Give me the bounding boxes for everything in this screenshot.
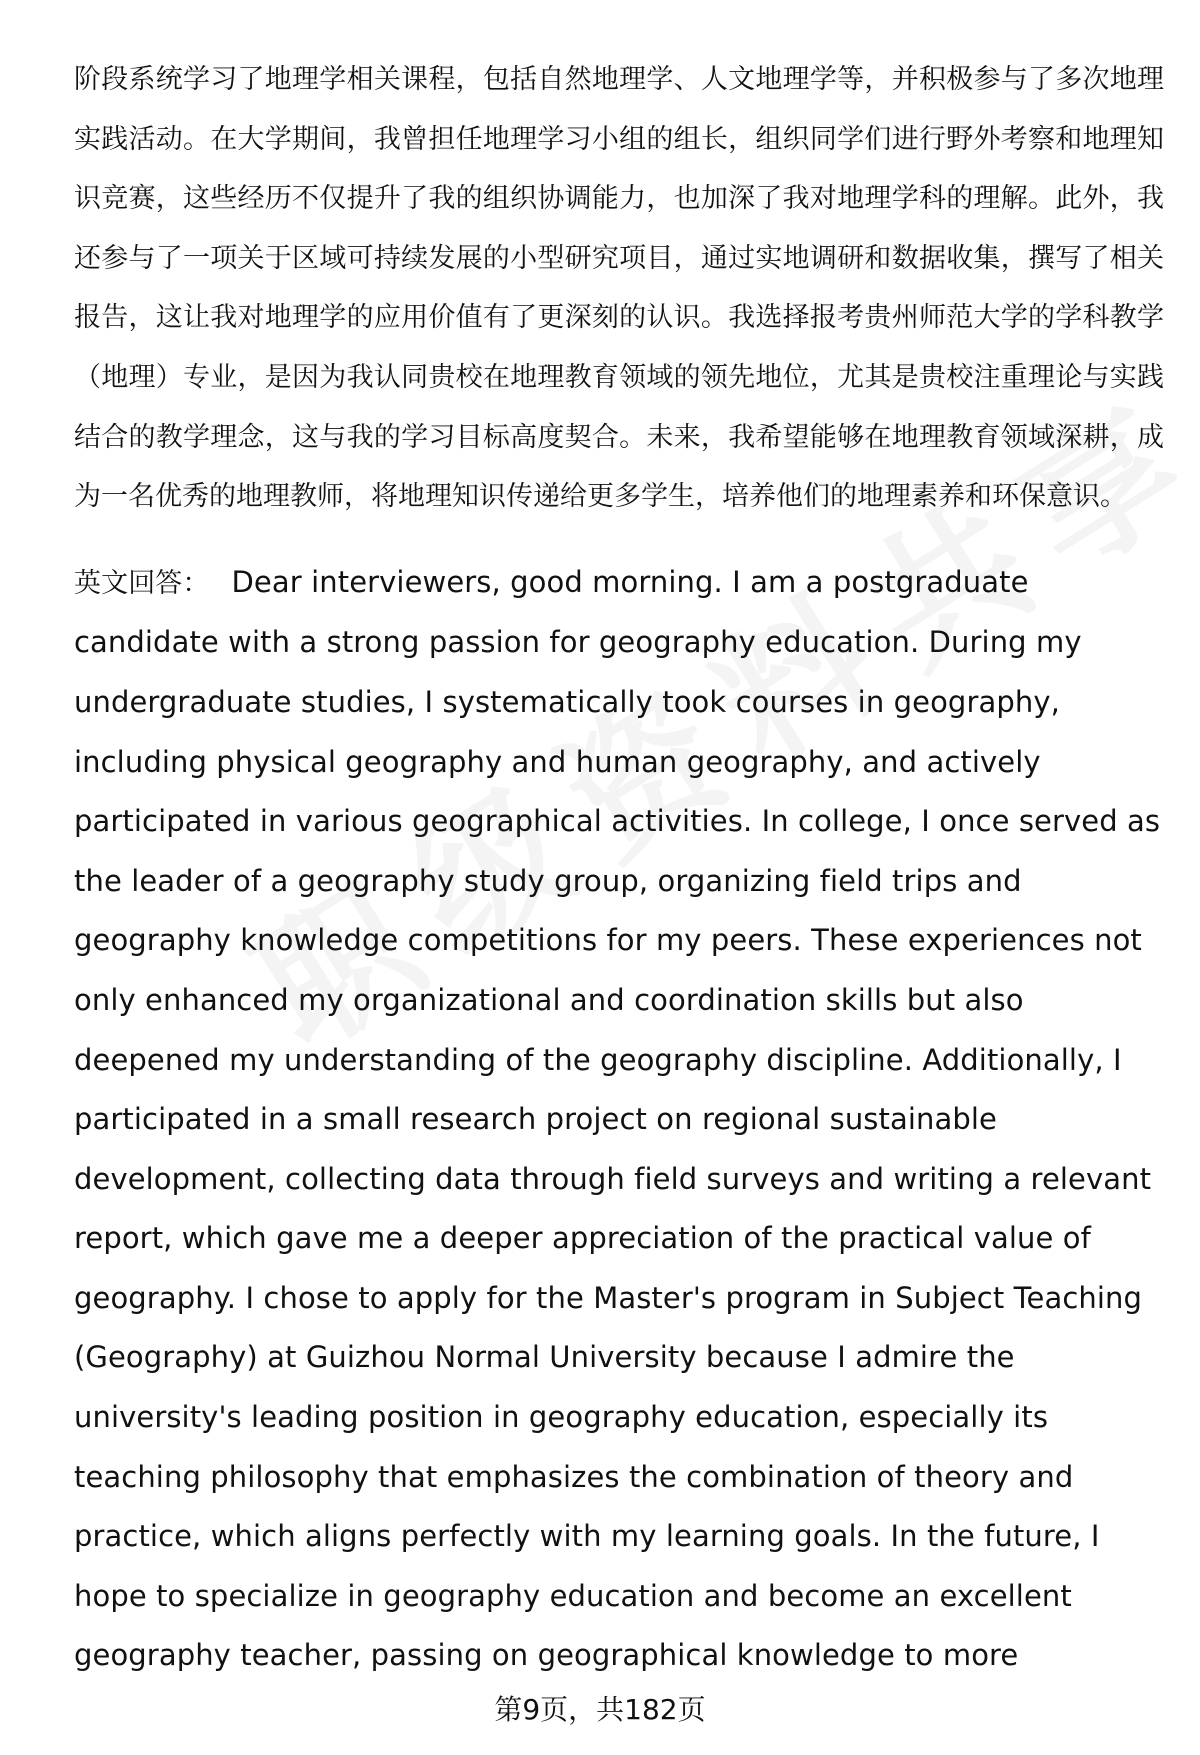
- english-answer-text: Dear interviewers, good morning. I am a postgraduate candidate with a strong passion for geography education. During my undergraduate studies, I systematically took courses in geography, including physical geography and human geography, and actively participated in various geographical activities. In college, I once served as the leader of a geography study group, organizing field trips and geography knowledge competitions for my peers. These experiences not only enhanced my organizational and coordination skills but also deepened my understanding of the geography discipline. Additionally, I participated in a small research project on regional sustainable development, collecting data through field surveys and writing a relevant report, which gave me a deeper appreciation of the practical value of geography. I chose to apply for the Master's program in Subject Teaching (Geography) at Guizhou Normal University because I admire the university's leading position in geography education, especially its teaching philosophy that emphasizes the combination of theory and practice, which aligns perfectly with my learning goals. In the future, I hope to specialize in geography education and become an excellent geography teacher, passing on geographical knowledge to more: [74, 564, 1161, 1673]
- document-body: [74, 50, 1164, 1686]
- english-answer-paragraph: [74, 553, 1164, 1686]
- chinese-answer-paragraph: 阶段系统学习了地理学相关课程，包括自然地理学、人文地理学等，并积极参与了多次地理实践活动。在大学期间，我曾担任地理学习小组的组长，组织同学们进行野外考察和地理知识竞赛，这些经历不仅提升了我的组织协调能力，也加深了我对地理学科的理解。此外，我还参与了一项关于区域可持续发展的小型研究项目，通过实地调研和数据收集，撰写了相关报告，这让我对地理学的应用价值有了更深刻的认识。我选择报考贵州师范大学的学科教学（地理）专业，是因为我认同贵校在地理教育领域的领先地位，尤其是贵校注重理论与实践结合的教学理念，这与我的学习目标高度契合。未来，我希望能够在地理教育领域深耕，成为一名优秀的地理教师，将地理知识传递给更多学生，培养他们的地理素养和环保意识。: [74, 64, 1164, 513]
- english-answer-label: 英文回答：: [74, 567, 210, 599]
- page-number-footer: 第9页，共182页: [494, 1693, 706, 1726]
